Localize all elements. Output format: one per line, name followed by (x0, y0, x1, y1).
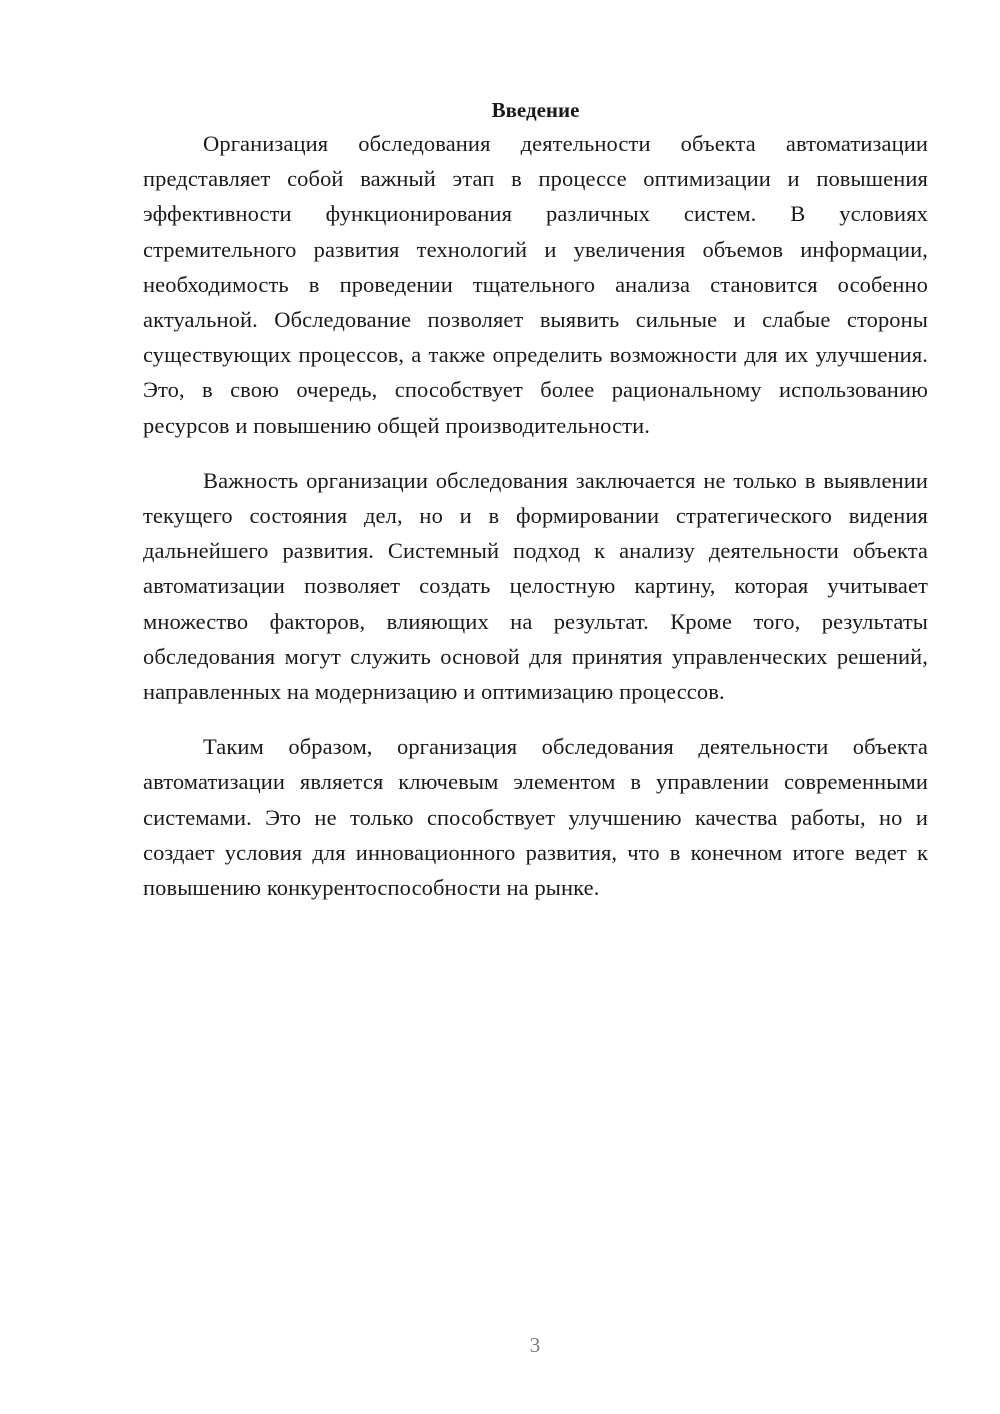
paragraph-2: Важность организации обследования заключается не только в выявлении текущего состояния дел, но и в формировании стратегического видения дальнейшего развития. Системный подход к анализу деятельности объекта автоматизации позволяет создать целостную картину, которая учитывает множество факторов, влияющих на результат. Кроме того, результаты обследования могут служить основой для принятия управленческих решений, направленных на модернизацию и оптимизацию процессов. (143, 467, 928, 705)
section-title: Введение (491, 98, 580, 122)
paragraph-1: Организация обследования деятельности объекта автоматизации представляет собой важный этап в процессе оптимизации и повышения эффективности функционирования различных систем. В условиях стремительного развития технологий и увеличения объемов информации, необходимость в проведении тщательного анализа становится особенно актуальной. Обследование позволяет выявить сильные и слабые стороны существующих процессов, а также определить возможности для их улучшения. Это, в свою очередь, способствует более рациональному использованию ресурсов и повышению общей производительности. (143, 131, 928, 438)
page-content (143, 95, 928, 925)
page-number: 3 (529, 1333, 541, 1357)
paragraph-3: Таким образом, организация обследования деятельности объекта автоматизации является ключевым элементом в управлении современными системами. Это не только способствует улучшению качества работы, но и создает условия для инновационного развития, что в конечном итоге ведет к повышению конкурентоспособности на рынке. (143, 734, 928, 901)
